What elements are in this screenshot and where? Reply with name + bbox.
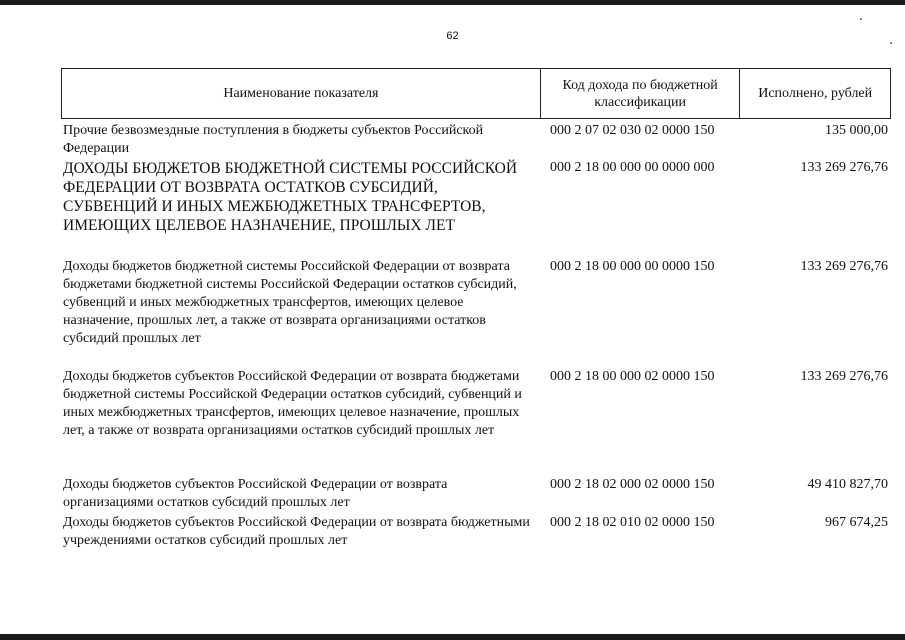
- bottom-border-rule: [0, 634, 905, 640]
- row-name: Доходы бюджетов субъектов Российской Федерации от возврата бюджетами бюджетной системы Российской Федерации остатков субсидий, субвенций и иных межбюджетных трансфертов, имеющих целевое назначение, прошлых лет, а также от возврата организациями остатков субсидий прошлых лет: [63, 369, 522, 438]
- row-amount: 133 269 276,76: [800, 160, 888, 175]
- row-code: 000 2 18 02 000 02 0000 150: [550, 477, 715, 492]
- row-amount: 133 269 276,76: [800, 369, 888, 384]
- row-amount: 49 410 827,70: [807, 477, 888, 492]
- row-name: Доходы бюджетов бюджетной системы Российской Федерации от возврата бюджетами бюджетной системы Российской Федерации остатков субсидий, субвенций и иных межбюджетных трансфертов, имеющих целевое назначение, прошлых лет, а также от возврата организациями остатков субсидий прошлых лет: [63, 259, 517, 346]
- page-number: 62: [446, 30, 459, 42]
- header-amount: Исполнено, рублей: [758, 86, 873, 101]
- header-name: Наименование показателя: [62, 69, 541, 118]
- row-name: ДОХОДЫ БЮДЖЕТОВ БЮДЖЕТНОЙ СИСТЕМЫ РОССИЙСКОЙ ФЕДЕРАЦИИ ОТ ВОЗВРАТА ОСТАТКОВ СУБСИДИЙ, СУБВЕНЦИЙ И ИНЫХ МЕЖБЮДЖЕТНЫХ ТРАНСФЕРТОВ, ИМЕЮЩИХ ЦЕЛЕВОЕ НАЗНАЧЕНИЕ, ПРОШЛЫХ ЛЕТ: [63, 160, 518, 234]
- row-name: Доходы бюджетов субъектов Российской Федерации от возврата организациями остатков субсидий прошлых лет: [63, 477, 448, 510]
- row-code: 000 2 07 02 030 02 0000 150: [550, 123, 715, 138]
- row-amount: 133 269 276,76: [800, 259, 888, 274]
- row-amount: 967 674,25: [825, 515, 888, 530]
- row-code: 000 2 18 00 000 00 0000 000: [550, 160, 715, 175]
- row-name: Прочие безвозмездные поступления в бюджеты субъектов Российской Федерации: [63, 123, 484, 156]
- header-code: Код дохода по бюджетной классификации: [541, 69, 741, 118]
- row-code: 000 2 18 00 000 00 0000 150: [550, 259, 715, 274]
- row-name: Доходы бюджетов субъектов Российской Федерации от возврата бюджетными учреждениями остатков субсидий прошлых лет: [63, 515, 530, 548]
- row-amount: 135 000,00: [825, 123, 888, 138]
- row-code: 000 2 18 02 010 02 0000 150: [550, 515, 715, 530]
- row-code: 000 2 18 00 000 02 0000 150: [550, 369, 715, 384]
